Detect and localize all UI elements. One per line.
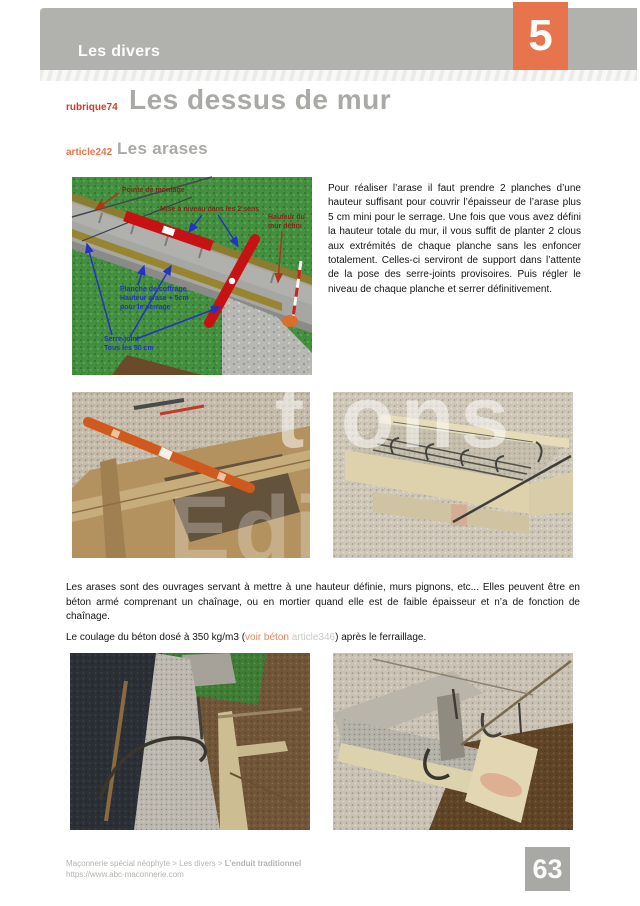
page-number: 63 (532, 853, 563, 884)
photo-concrete-formwork-corner (333, 653, 573, 830)
diagram-label-hauteur-2: mur défini (268, 223, 302, 230)
photo-fresh-concrete-arase (70, 653, 310, 830)
article346-reference: article346 (288, 632, 336, 643)
section-title: Les divers (78, 43, 161, 60)
breadcrumb-path: Maçonnerie spécial néophyte > Les divers > (66, 859, 225, 868)
breadcrumb-current: L’enduit traditionnel (224, 859, 302, 868)
rubrique-title: Les dessus de mur (129, 84, 392, 115)
diagram-label-serre-2: Tous les 50 cm (104, 345, 154, 352)
diagram-label-hauteur-1: Hauteur du (268, 214, 305, 221)
photo-watermark-main: tions (275, 367, 516, 466)
arase-diagram (72, 177, 312, 375)
voir-beton-link[interactable]: voir béton (245, 632, 289, 643)
chapter-number: 5 (528, 11, 553, 60)
diagram-label-planche-3: pour le serrage (120, 304, 171, 311)
page-number-box (525, 847, 570, 891)
diagram-label-planche-2: Hauteur arase + 5cm (120, 295, 189, 302)
body-paragraph-2-prefix: Le coulage du béton dosé à 350 kg/m3 ( (66, 632, 246, 643)
chapter-number-box (513, 2, 568, 70)
rubrique-id: rubrique74 (66, 102, 118, 113)
intro-paragraph: Pour réaliser l’arase il faut prendre 2 planches d’une hauteur suffisant pour couvrir l’épaisseur de l’arase plus 5 cm mini pour le serrage. Une fois que vous avez défini la hauteur totale du mur, il vous suffit de planter 2 clous aux extrémités de chaque planche sans les enfoncer totalement. Celles-ci serviront de support dans l’attente de la pose des serre-joints provisoires. Puis régler le niveau de chaque planche et serrer définitivement. (328, 183, 581, 295)
breadcrumb (66, 858, 301, 869)
article-title: Les arases (117, 139, 208, 158)
header-divider (40, 70, 637, 81)
body-paragraph-2-suffix: ) après le ferraillage. (335, 632, 427, 643)
diagram-label-planche-1: Planche de coffrage (120, 286, 187, 293)
diagram-label-pointe: Pointe de montage (122, 187, 185, 194)
diagram-label-serre-1: Serre-joint (104, 336, 140, 343)
footer (66, 858, 301, 880)
body-paragraph-2 (66, 632, 580, 643)
photo-formwork-rebar-corner (275, 367, 573, 558)
site-url-link[interactable]: https://www.abc-maconnerie.com (66, 870, 184, 879)
body-paragraph-1: Les arases sont des ouvrages servant à mettre à une hauteur définie, murs pignons, etc... Elles peuvent être en béton armé comprenant un chaînage, ou en mortier quand elle est de faible épaisseur et n’a de fonction de chaînage. (66, 582, 580, 623)
photo-formwork-spirit-level (72, 392, 324, 580)
diagram-label-mise-a-niveau: Mise à niveau dans les 2 sens (160, 206, 260, 213)
article-id: article242 (66, 147, 113, 158)
photo-watermark-fragment: Edi (168, 478, 324, 580)
arase-diagram-figure (72, 177, 312, 375)
